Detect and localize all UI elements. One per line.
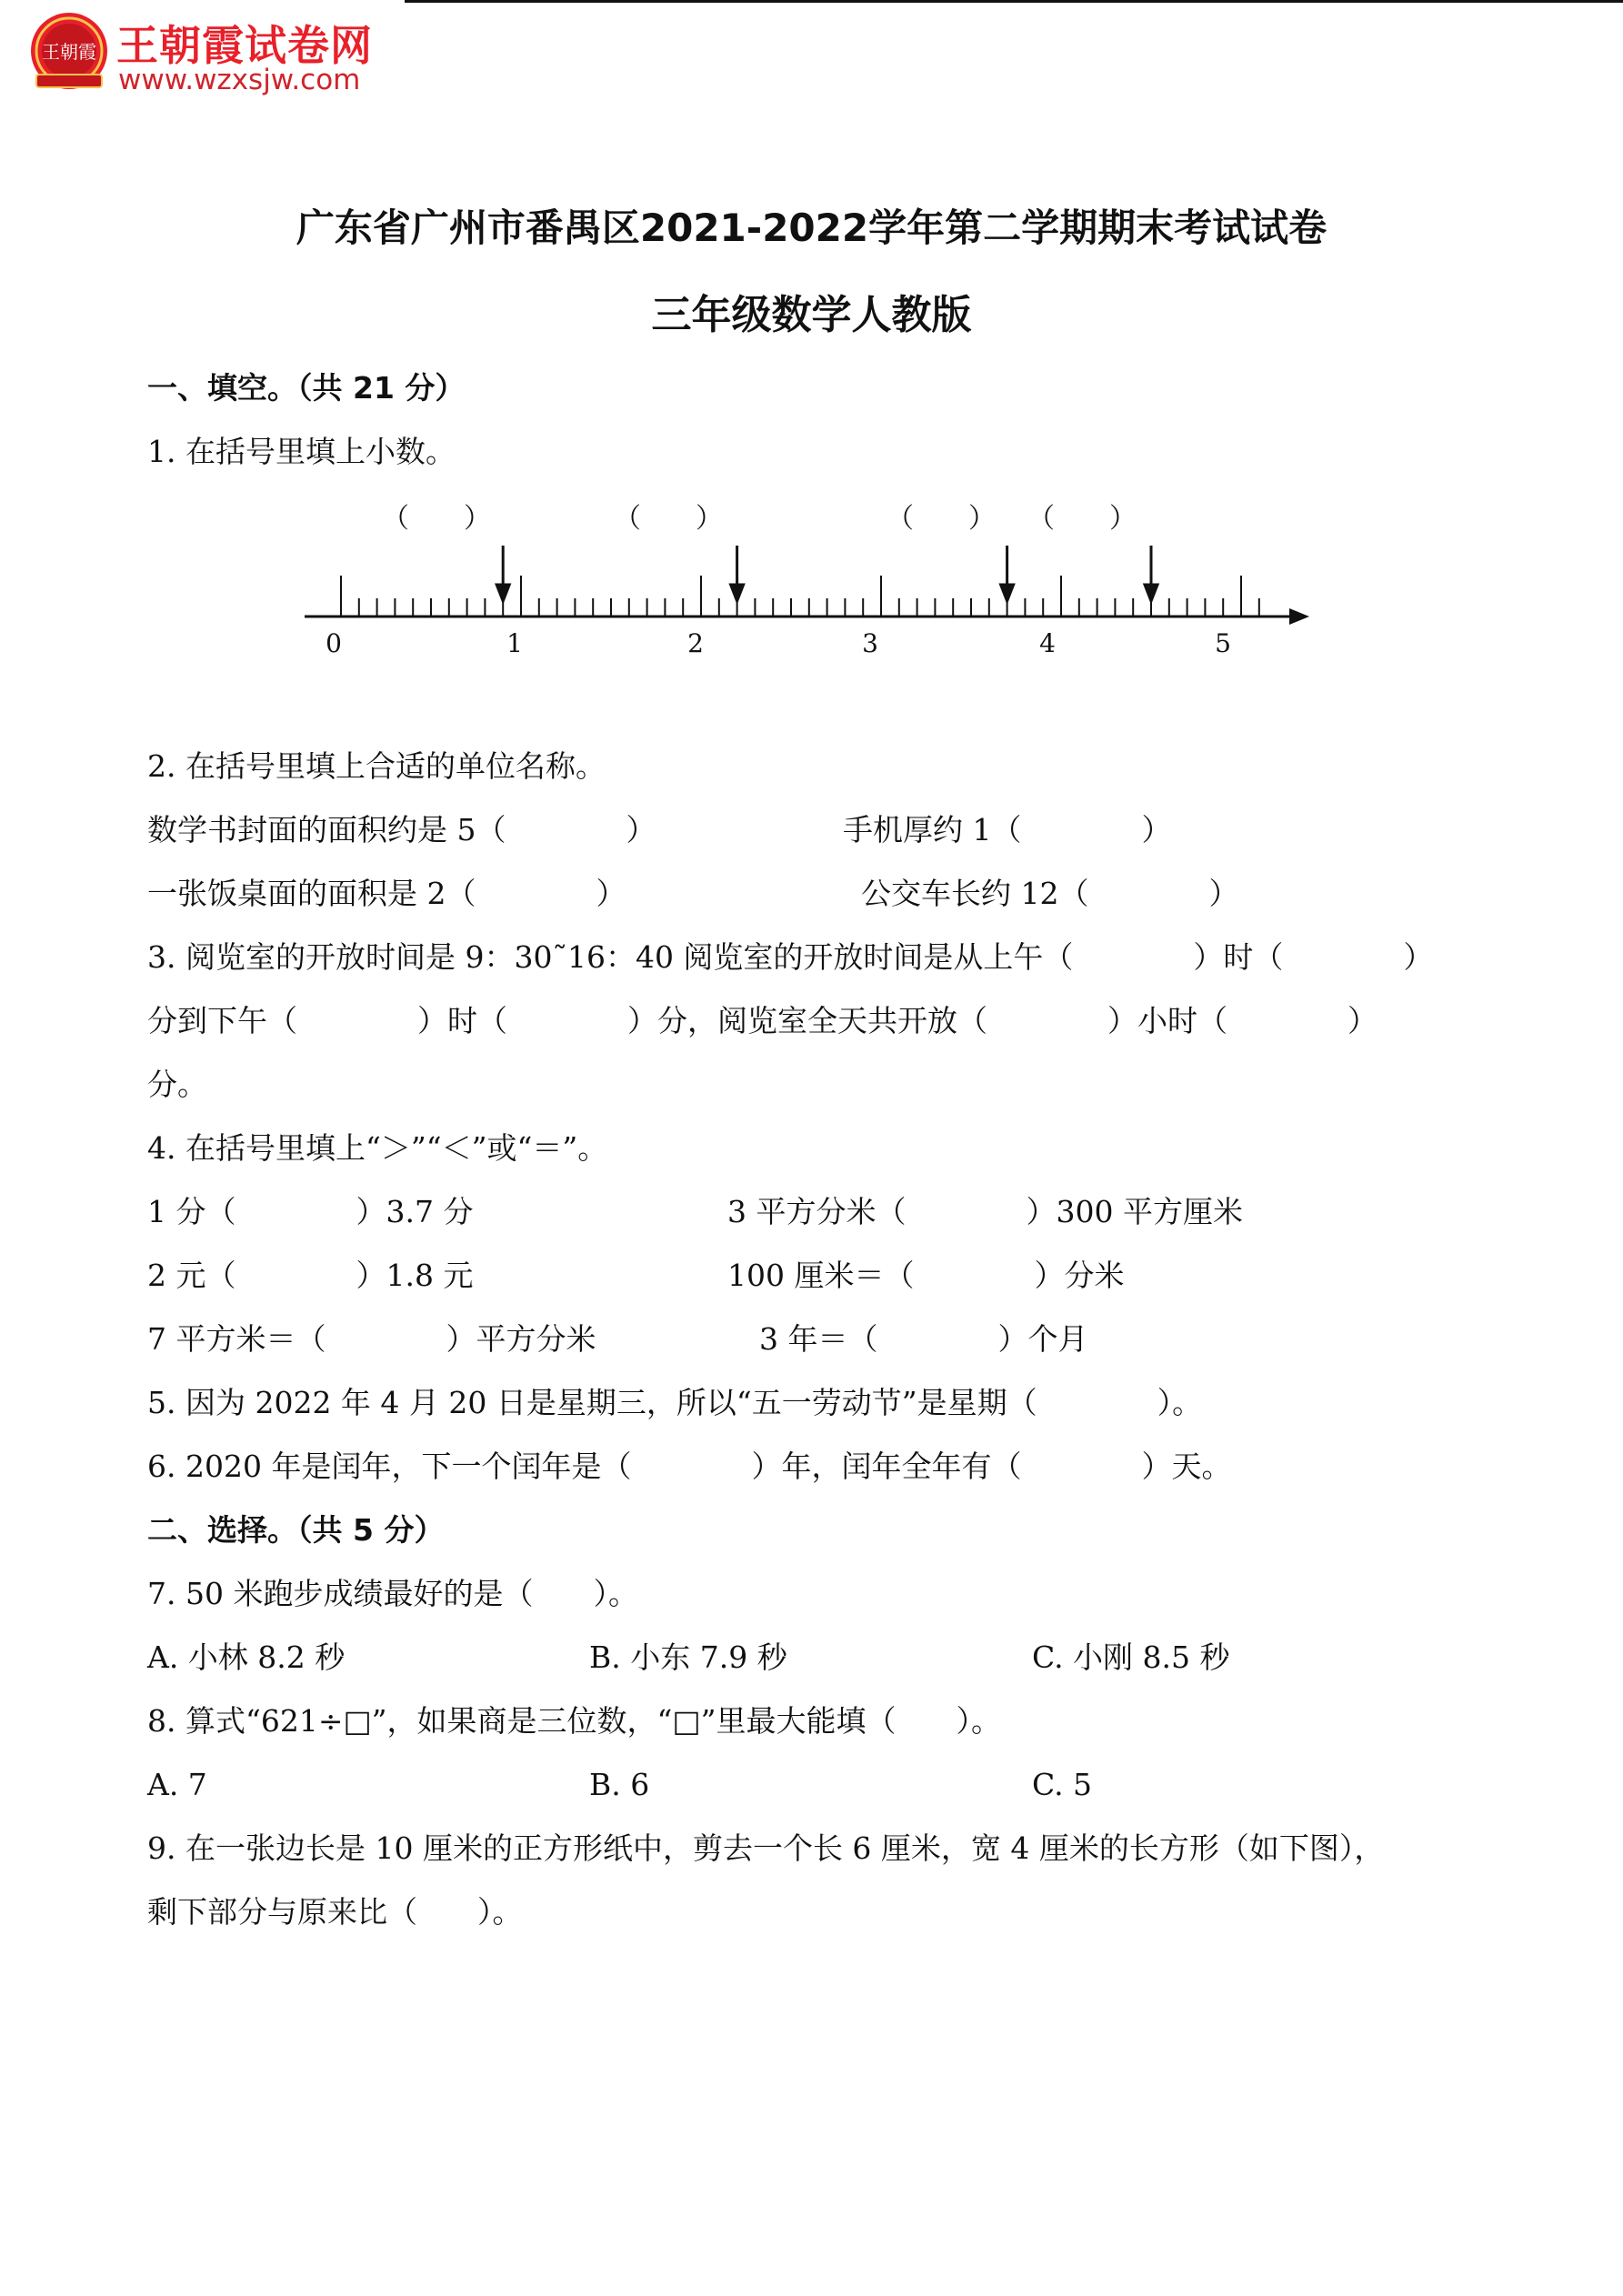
q4-c: 2 元（ ）1.8 元	[147, 1258, 474, 1293]
q6: 6. 2020 年是闰年，下一个闰年是（ ）年，闰年全年有（ ）天。	[147, 1449, 1232, 1484]
pointer-arrow-icon	[1145, 585, 1157, 601]
pointer-arrow-icon	[496, 585, 509, 601]
q7-option-b: B. 小东 7.9 秒	[589, 1639, 787, 1675]
header-rule	[405, 0, 1623, 3]
q4-stem: 4. 在括号里填上“＞”“＜”或“＝”。	[147, 1130, 608, 1166]
answer-bracket-1: （ ）	[382, 503, 491, 535]
q2-b: 手机厚约 1（ ）	[843, 812, 1172, 847]
q7-option-a: A. 小林 8.2 秒	[147, 1639, 346, 1675]
q8-stem: 8. 算式“621÷□”，如果商是三位数，“□”里最大能填（ ）。	[147, 1703, 1001, 1739]
tick-label-4: 4	[1039, 628, 1056, 658]
exam-subtitle: 三年级数学人教版	[651, 292, 972, 338]
q3-line-1: 3. 阅览室的开放时间是 9：30˜16：40 阅览室的开放时间是从上午（ ）时（ ）	[147, 939, 1434, 975]
q4-b: 3 平方分米（ ）300 平方厘米	[727, 1194, 1243, 1229]
q8-option-c: C. 5	[1032, 1767, 1093, 1802]
q2-a: 数学书封面的面积约是 5（ ）	[147, 812, 656, 847]
tick-label-2: 2	[687, 628, 704, 658]
q3-line-3: 分。	[147, 1067, 207, 1102]
axis-arrow-icon	[1289, 608, 1309, 625]
q4-a: 1 分（ ）3.7 分	[147, 1194, 474, 1229]
tick-label-5: 5	[1215, 628, 1231, 658]
svg-text:王朝霞: 王朝霞	[42, 41, 96, 63]
number-line-figure	[300, 496, 1314, 659]
tick-label-3: 3	[862, 628, 878, 658]
q9-line-1: 9. 在一张边长是 10 厘米的正方形纸中，剪去一个长 6 厘米，宽 4 厘米的长方形（如下图），	[147, 1830, 1385, 1866]
q8-option-b: B. 6	[589, 1767, 650, 1802]
exam-title: 广东省广州市番禺区2021-2022学年第二学期期末考试试卷	[296, 206, 1327, 250]
brand-name: 王朝霞试卷网	[116, 21, 373, 70]
q4-f: 3 年＝（ ）个月	[759, 1321, 1088, 1357]
q2-d: 公交车长约 12（ ）	[861, 876, 1239, 911]
q5: 5. 因为 2022 年 4 月 20 日是星期三，所以“五一劳动节”是星期（ ）。	[147, 1385, 1203, 1420]
site-logo[interactable]	[25, 7, 407, 98]
answer-bracket-4: （ ）	[1027, 503, 1137, 535]
q9-line-2: 剩下部分与原来比（ ）。	[147, 1894, 523, 1930]
seal-icon	[29, 11, 109, 91]
q2-stem: 2. 在括号里填上合适的单位名称。	[147, 748, 606, 784]
answer-bracket-3: （ ）	[887, 503, 996, 535]
tick-label-0: 0	[326, 628, 342, 658]
q7-option-c: C. 小刚 8.5 秒	[1032, 1639, 1230, 1675]
brand-url[interactable]: www.wzxsjw.com	[118, 64, 361, 96]
pointer-arrow-icon	[731, 585, 744, 601]
pointer-arrow-icon	[1001, 585, 1014, 601]
q2-c: 一张饭桌面的面积是 2（ ）	[147, 876, 626, 911]
section-2-heading: 二、选择。（共 5 分）	[147, 1512, 445, 1548]
q8-option-a: A. 7	[147, 1767, 207, 1802]
q4-e: 7 平方米＝（ ）平方分米	[147, 1321, 596, 1357]
tick-label-1: 1	[506, 628, 523, 658]
q4-d: 100 厘米＝（ ）分米	[727, 1258, 1125, 1293]
section-1-heading: 一、填空。（共 21 分）	[147, 370, 466, 406]
q1-stem: 1. 在括号里填上小数。	[147, 434, 456, 469]
answer-bracket-2: （ ）	[614, 503, 723, 535]
q3-line-2: 分到下午（ ）时（ ）分，阅览室全天共开放（ ）小时（ ）	[147, 1003, 1378, 1038]
q7-stem: 7. 50 米跑步成绩最好的是（ ）。	[147, 1576, 638, 1611]
